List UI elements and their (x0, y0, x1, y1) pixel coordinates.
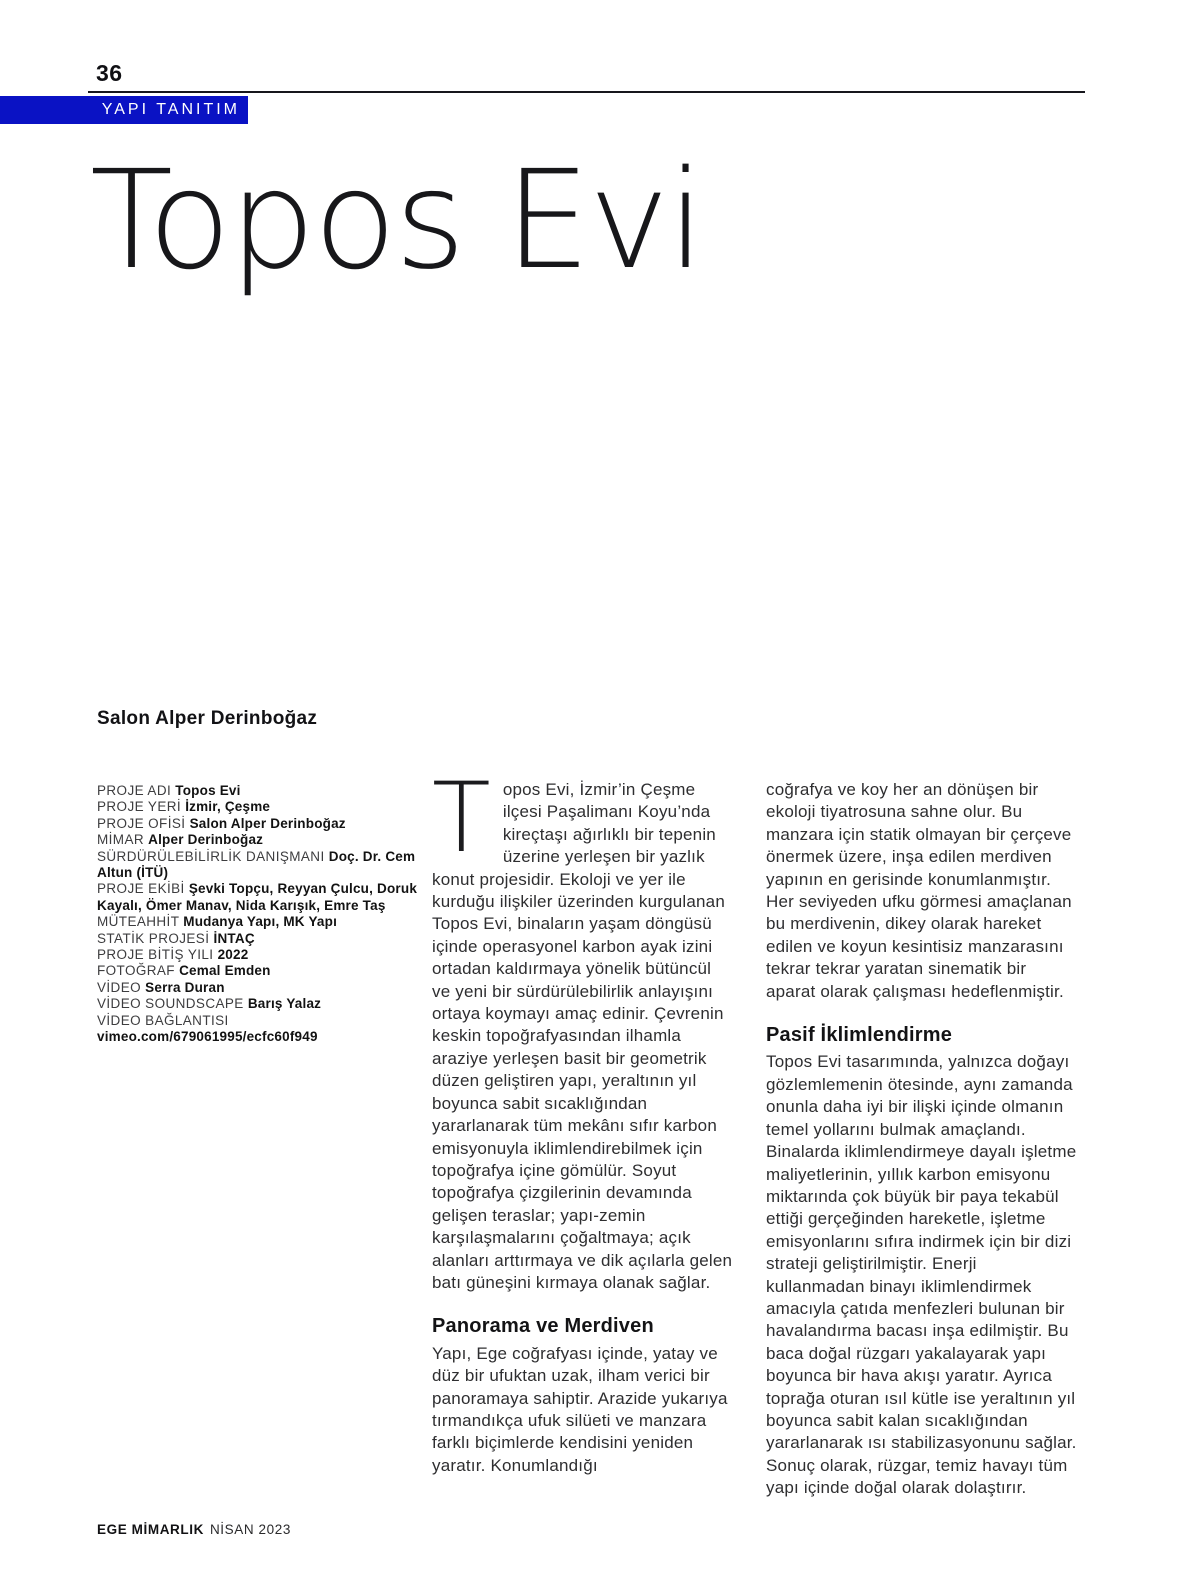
credit-line (97, 963, 421, 979)
credit-value: Topos Evi (175, 783, 241, 798)
credit-value: Mudanya Yapı, MK Yapı (183, 914, 338, 930)
credit-label: SÜRDÜRÜLEBİLİRLİK DANIŞMANI (97, 848, 329, 864)
credit-value: Alper Derinboğaz (148, 832, 264, 848)
author-heading: Salon Alper Derinboğaz (97, 708, 318, 729)
section-banner-label: YAPI TANITIM (101, 101, 240, 118)
credit-value: Salon Alper Derinboğaz (189, 815, 346, 831)
section-heading: Panorama ve Merdiven (432, 1315, 654, 1338)
credit-label: PROJE ADI (97, 783, 176, 798)
credits-list (97, 783, 421, 1046)
body-paragraph: Topos Evi, İzmir’in Çeşme ilçesi Paşalimanı Koyu’nda kireçtaşı ağırlıklı bir tepenin üzerine yerleşen bir yazlık konut projesidir. Ekoloji ve yer ile kurduğu ilişkiler üzerinden kurgulanan Topos Evi, binaların yaşam döngüsü içinde operasyonel karbon ayak izini ortadan kaldırmaya yönelik bütüncül ve yeni bir sürdürülebilirlik anlayışını ortaya koymayı amaç edinir. Çevrenin keskin topoğrafyasından ilhamla araziye yerleşen basit bir geometrik düzen geliştiren yapı, yeraltının yıl boyunca sabit sıcaklığından yararlanarak tüm mekânı sıfır karbon emisyonuyla iklimlendirebilmek için topoğrafya içine gömülür. Soyut topoğrafya çizgilerinin devamında gelişen teraslar; yapı-zemin karşılaşmalarını çoğaltmaya; açık alanları arttırmaya ve dik açılarla gelen batı güneşini kırmaya olanak sağlar. (432, 762, 733, 1292)
credit-value: Doç. Dr. Cem Altun (İTÜ) (97, 848, 416, 881)
credit-value: 2022 (217, 947, 249, 963)
credit-label: PROJE OFİSİ (97, 815, 190, 831)
credit-line (97, 816, 421, 832)
credit-label: FOTOĞRAF (97, 963, 180, 979)
credit-label: MİMAR (97, 832, 149, 848)
credit-label: VİDEO (97, 979, 146, 995)
credit-value: Cemal Emden (179, 963, 271, 979)
footer-issue: NİSAN 2023 (209, 1522, 291, 1537)
footer-magazine-name: EGE MİMARLIK (97, 1522, 204, 1537)
section-banner (0, 96, 248, 124)
section-heading: Pasif İklimlendirme (766, 1024, 953, 1047)
credit-line (97, 881, 421, 914)
body-paragraph: coğrafya ve koy her an dönüşen bir ekoloji tiyatrosuna sahne olur. Bu manzara için statik olmayan bir çerçeve önermek üzere, inşa edilen merdiven yapının en gerisinde konumlanmıştır. Her seviyeden ufku görmesi amaçlanan bu merdivenin, dikey olarak hareket edilen ve koyun kesintisiz manzarasını tekrar tekrar yaratan sinematik bir aparat olarak çalışması hedeflenmiştir. (766, 780, 1072, 1001)
credit-line (97, 799, 421, 815)
credit-label: VİDEO BAĞLANTISI (97, 1012, 229, 1028)
credit-line (97, 783, 421, 799)
credit-value: Şevki Topçu, Reyyan Çulcu, Doruk Kayalı, Ömer Manav, Nida Karışık, Emre Taş (97, 881, 418, 913)
article-column-1 (432, 762, 734, 1477)
dropcap: T (432, 762, 491, 874)
page-title: Topos Evi (90, 142, 703, 300)
credit-value: İNTAÇ (213, 930, 255, 946)
credit-value: Barış Yalaz (247, 996, 322, 1012)
credit-value: Serra Duran (145, 979, 225, 995)
credit-line (97, 914, 421, 930)
credit-label: PROJE YERİ (97, 799, 186, 815)
credit-label: STATİK PROJESİ (97, 930, 214, 946)
credit-label: MÜTEAHHİT (97, 914, 184, 930)
credit-label: VİDEO SOUNDSCAPE (97, 996, 248, 1012)
article-column-2 (766, 779, 1079, 1500)
credit-line (97, 849, 421, 882)
body-paragraph: Topos Evi tasarımında, yalnızca doğayı gözlemlemenin ötesinde, aynı zamanda onunla daha iyi bir ilişki içinde olmanın temel yollarını bulmak amaçlandı. Binalarda iklimlendirmeye dayalı işletme maliyetlerinin, yıllık karbon emisyonu miktarında çok büyük bir paya tekabül ettiği gerçeğinden hareketle, işletme emisyonlarını sıfıra indirmek için bir dizi strateji geliştirilmiştir. Enerji kullanmadan binayı iklimlendirmek amacıyla çatıda menfezleri bulunan bir havalandırma bacası inşa edilmiştir. Bu baca doğal rüzgarı yakalayarak yapı boyunca bir hava akışı yaratır. Ayrıca toprağa oturan ısıl kütle ise yeraltının yıl boyunca sabit kalan sıcaklığından yararlanarak ısı stabilizasyonunu sağlar. Sonuç olarak, rüzgar, temiz havayı tüm yapı içinde doğal olarak dolaştırır. (766, 1052, 1077, 1498)
credit-line (97, 1013, 421, 1046)
credit-line (97, 947, 421, 963)
credit-value: İzmir, Çeşme (185, 799, 271, 815)
page-number: 36 (96, 60, 123, 86)
body-paragraph: Yapı, Ege coğrafyası içinde, yatay ve düz bir ufuktan uzak, ilham verici bir panoramaya sahiptir. Arazide yukarıya tırmandıkça ufuk silüeti ve manzara farklı biçimlerde kendisini yeniden yaratır. Konumlandığı (432, 1343, 728, 1475)
page-footer (97, 1522, 291, 1537)
credit-label: PROJE BİTİŞ YILI (97, 947, 218, 963)
credit-line (97, 832, 421, 848)
header-rule (88, 91, 1085, 93)
credit-line (97, 980, 421, 996)
credit-label: PROJE EKİBİ (97, 881, 189, 897)
credit-value: vimeo.com/679061995/ecfc60f949 (97, 1029, 318, 1045)
credit-line (97, 931, 421, 947)
credit-line (97, 996, 421, 1012)
